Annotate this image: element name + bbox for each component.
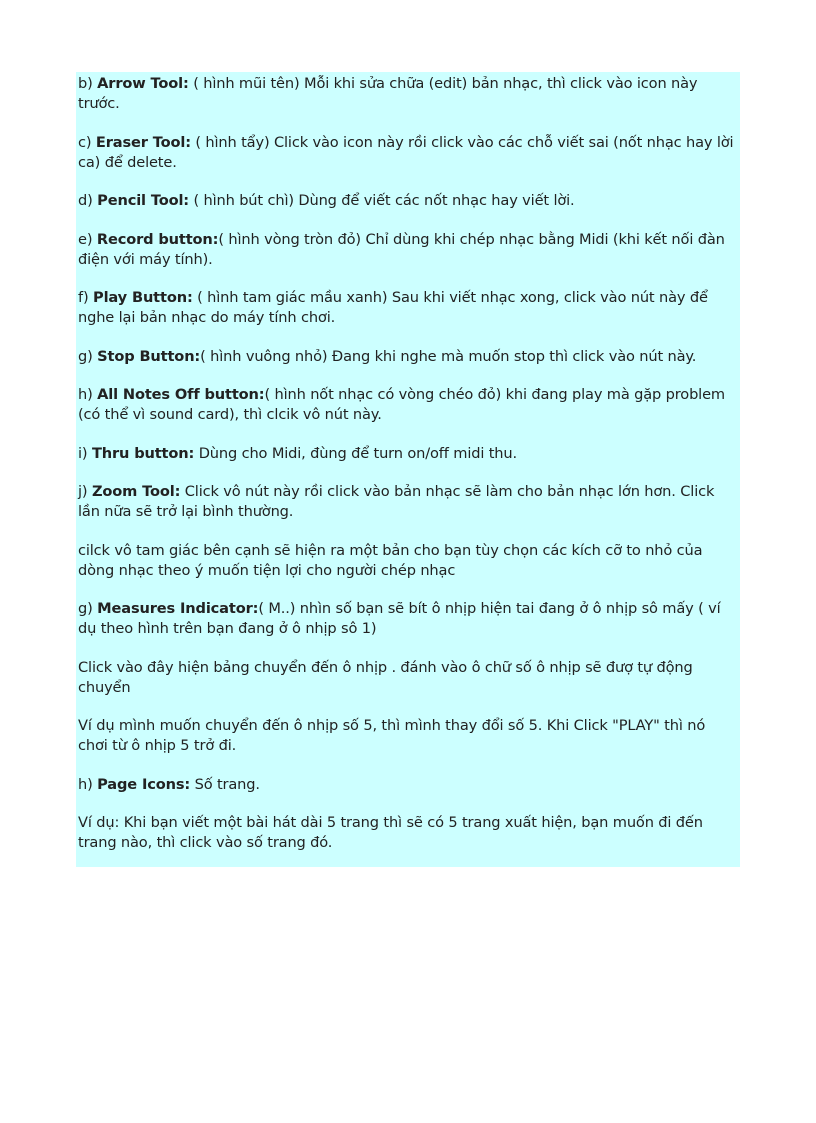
item-text: ( hình vòng tròn đỏ) Chỉ dùng khi chép nhạc bằng Midi (khi kết nối đàn điện với máy tính). [78, 230, 725, 268]
item-term: Arrow Tool: [97, 75, 189, 92]
item-pencil-tool [78, 191, 738, 211]
item-text: ( hình tam giác mầu xanh) Sau khi viết nhạc xong, click vào nút này để nghe lại bản nhạc do máy tính chơi. [78, 289, 708, 326]
item-record-button [78, 230, 738, 270]
item-text: Số trang. [190, 775, 260, 793]
item-prefix: f) [78, 289, 94, 306]
item-prefix: g) [78, 600, 98, 617]
item-prefix: b) [78, 75, 98, 92]
item-prefix: i) [78, 444, 92, 462]
item-text: ( hình nốt nhạc có vòng chéo đỏ) khi đang play mà gặp problem (có thể vì sound card), thì clcik vô nút này. [78, 386, 725, 423]
item-prefix: g) [78, 347, 98, 365]
item-term: Record button: [96, 230, 219, 248]
measures-note-paragraph [78, 658, 738, 698]
item-text: Ví dụ mình muốn chuyển đến ô nhịp số 5, thì mình thay đổi số 5. Khi Click "PLAY" thì nó chơi từ ô nhịp 5 trở đi. [78, 717, 706, 754]
item-page-icons [78, 775, 738, 795]
item-thru-button [78, 444, 738, 464]
item-all-notes-off-button [78, 385, 738, 425]
page-icons-example-paragraph [78, 813, 738, 853]
item-text: ( M..) nhìn số bạn sẽ bít ô nhịp hiện tai đang ở ô nhịp sô mấy ( ví dụ theo hình trên bạn đang ở ô nhịp sô 1) [78, 600, 721, 637]
item-term: Measures Indicator: [97, 600, 259, 617]
item-term: All Notes Off button: [97, 386, 265, 403]
item-prefix: h) [78, 386, 98, 403]
item-term: Pencil Tool: [97, 192, 189, 209]
item-text: Click vô nút này rồi click vào bản nhạc sẽ làm cho bản nhạc lớn hơn. Click lần nữa sẽ trở lại bình thường. [78, 483, 715, 520]
item-stop-button [78, 347, 738, 367]
item-text: Ví dụ: Khi bạn viết một bài hát dài 5 trang thì sẽ có 5 trang xuất hiện, bạn muốn đi đến trang nào, thì click vào số trang đó. [78, 814, 703, 851]
item-zoom-tool [78, 482, 738, 522]
zoom-note-paragraph [78, 541, 738, 581]
item-prefix: c) [78, 133, 96, 151]
item-text: ( hình mũi tên) Mỗi khi sửa chữa (edit) bản nhạc, thì click vào icon này trước. [78, 75, 698, 112]
item-term: Page Icons: [97, 775, 191, 793]
item-text: Dùng cho Midi, đùng để turn on/off midi thu. [194, 444, 517, 462]
item-prefix: j) [78, 483, 92, 500]
item-term: Eraser Tool: [95, 133, 191, 151]
item-text: cilck vô tam giác bên cạnh sẽ hiện ra một bản cho bạn tùy chọn các kích cỡ to nhỏ của dòng nhạc theo ý muốn tiện lợi cho người chép nhạc [78, 541, 703, 579]
item-text: ( hình bút chì) Dùng để viết các nốt nhạc hay viết lời. [188, 192, 575, 209]
item-prefix: d) [78, 192, 98, 209]
item-text: ( hình vuông nhỏ) Đang khi nghe mà muốn stop thì click vào nút này. [200, 347, 697, 365]
item-prefix: e) [78, 230, 97, 248]
item-term: Play Button: [93, 289, 193, 306]
measures-example-paragraph [78, 716, 738, 756]
item-term: Stop Button: [97, 347, 201, 365]
item-eraser-tool [78, 133, 738, 173]
item-arrow-tool [78, 74, 738, 114]
item-text: Click vào đây hiện bảng chuyển đến ô nhịp . đánh vào ô chữ số ô nhịp sẽ đượ tự động chuyển [78, 658, 693, 696]
item-prefix: h) [78, 775, 98, 793]
item-measures-indicator [78, 599, 738, 639]
item-term: Thru button: [91, 444, 195, 462]
item-term: Zoom Tool: [91, 483, 181, 500]
content-panel [76, 72, 740, 867]
item-play-button [78, 288, 738, 328]
item-text: ( hình tẩy) Click vào icon này rồi click vào các chỗ viết sai (nốt nhạc hay lời ca) để delete. [78, 133, 734, 171]
